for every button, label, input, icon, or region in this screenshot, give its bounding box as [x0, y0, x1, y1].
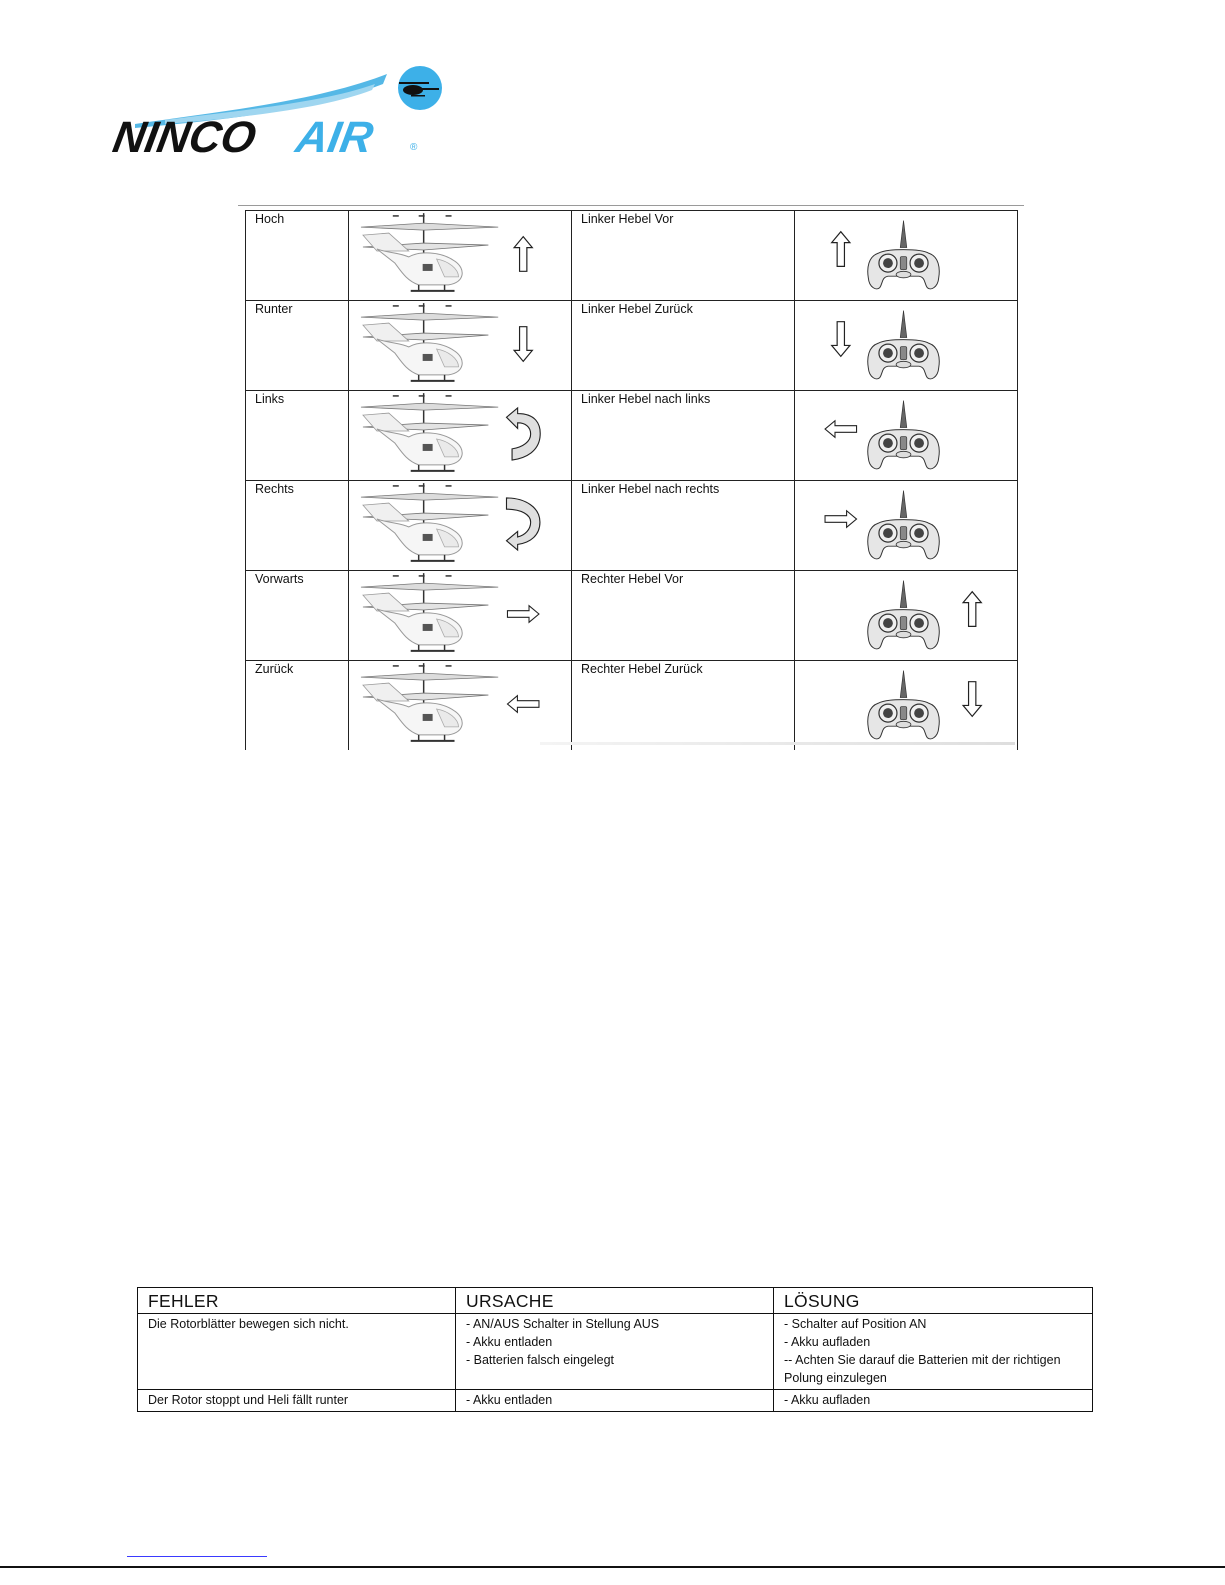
- helicopter-illustration: [361, 483, 498, 561]
- arrow-left-icon: [825, 421, 857, 438]
- control-action-label: Hoch: [246, 211, 349, 301]
- helicopter-illustration: [361, 393, 498, 471]
- control-row: [246, 661, 1018, 751]
- control-lever-instruction: Rechter Hebel Vor: [572, 571, 795, 661]
- remote-illustration-cell: [795, 481, 1018, 571]
- rotate-right-icon: [506, 498, 539, 550]
- logo-text-air: AIR: [292, 113, 377, 162]
- header-loesung: LÖSUNG: [774, 1288, 1093, 1314]
- remote-illustration-cell: [795, 391, 1018, 481]
- control-action-label: Rechts: [246, 481, 349, 571]
- control-row: [246, 481, 1018, 571]
- footer-link-underline: [127, 1556, 267, 1557]
- logo-text-ninco: NINCO: [109, 113, 260, 162]
- ursache-line: - Batterien falsch eingelegt: [466, 1353, 615, 1367]
- control-action-label: Zurück: [246, 661, 349, 751]
- helicopter-illustration: [361, 573, 498, 651]
- loesung-line: - Akku aufladen: [784, 1393, 871, 1407]
- header-fehler: FEHLER: [138, 1288, 456, 1314]
- control-lever-instruction: Linker Hebel nach links: [572, 391, 795, 481]
- loesung-line: - Akku aufladen: [784, 1335, 871, 1349]
- arrow-up-icon: [963, 592, 981, 627]
- helicopter-illustration-cell: [349, 661, 572, 751]
- ursache-line: - Akku entladen: [466, 1393, 553, 1407]
- control-lever-instruction: Rechter Hebel Zurück: [572, 661, 795, 751]
- loesung-line: - Schalter auf Position AN: [784, 1317, 927, 1331]
- control-row: [246, 301, 1018, 391]
- control-action-label: Vorwarts: [246, 571, 349, 661]
- fehler-cell: Die Rotorblätter bewegen sich nicht.: [138, 1314, 456, 1390]
- header-ursache: URSACHE: [456, 1288, 774, 1314]
- remote-controller-illustration: [868, 671, 940, 739]
- troubleshooting-row: [138, 1390, 1093, 1412]
- troubleshooting-table: [137, 1287, 1093, 1412]
- remote-illustration-cell: [795, 661, 1018, 751]
- control-row: [246, 211, 1018, 301]
- control-lever-instruction: Linker Hebel Vor: [572, 211, 795, 301]
- helicopter-illustration: [361, 213, 498, 291]
- table-top-rule: [238, 205, 1024, 206]
- arrow-right-icon: [507, 606, 539, 623]
- remote-illustration-cell: [795, 301, 1018, 391]
- arrow-down-icon: [832, 322, 850, 357]
- footer-rule: [0, 1566, 1225, 1568]
- helicopter-illustration: [361, 303, 498, 381]
- control-lever-instruction: Linker Hebel nach rechts: [572, 481, 795, 571]
- fehler-cell: Der Rotor stoppt und Heli fällt runter: [138, 1390, 456, 1412]
- helicopter-illustration-cell: [349, 481, 572, 571]
- helicopter-illustration-cell: [349, 301, 572, 391]
- control-action-label: Links: [246, 391, 349, 481]
- ursache-line: - AN/AUS Schalter in Stellung AUS: [466, 1317, 660, 1331]
- helicopter-illustration-cell: [349, 571, 572, 661]
- control-lever-instruction: Linker Hebel Zurück: [572, 301, 795, 391]
- loesung-line: -- Achten Sie darauf die Batterien mit der richtigen Polung einzulegen: [784, 1353, 1061, 1385]
- remote-controller-illustration: [868, 581, 940, 649]
- ursache-line: - Akku entladen: [466, 1335, 553, 1349]
- loesung-cell: [774, 1390, 1093, 1412]
- arrow-down-icon: [514, 327, 532, 362]
- arrow-down-icon: [963, 682, 981, 717]
- remote-controller-illustration: [868, 491, 940, 559]
- table-bottom-shade: [540, 742, 1015, 745]
- arrow-right-icon: [825, 511, 857, 528]
- rotate-left-icon: [506, 408, 540, 460]
- arrow-up-icon: [832, 232, 850, 267]
- loesung-cell: [774, 1314, 1093, 1390]
- brand-logo: [109, 62, 455, 162]
- ursache-cell: [456, 1314, 774, 1390]
- control-row: [246, 391, 1018, 481]
- arrow-up-icon: [514, 237, 532, 272]
- remote-controller-illustration: [868, 311, 940, 379]
- remote-controller-illustration: [868, 221, 940, 289]
- logo-registered-mark: ®: [410, 142, 418, 153]
- troubleshooting-row: [138, 1314, 1093, 1390]
- control-table: [245, 210, 1018, 750]
- remote-controller-illustration: [868, 401, 940, 469]
- troubleshooting-header-row: [138, 1288, 1093, 1314]
- helicopter-illustration-cell: [349, 211, 572, 301]
- helicopter-illustration: [361, 663, 498, 741]
- remote-illustration-cell: [795, 571, 1018, 661]
- helicopter-icon: [398, 66, 442, 110]
- remote-illustration-cell: [795, 211, 1018, 301]
- control-action-label: Runter: [246, 301, 349, 391]
- arrow-left-icon: [507, 696, 539, 713]
- helicopter-illustration-cell: [349, 391, 572, 481]
- ursache-cell: [456, 1390, 774, 1412]
- control-row: [246, 571, 1018, 661]
